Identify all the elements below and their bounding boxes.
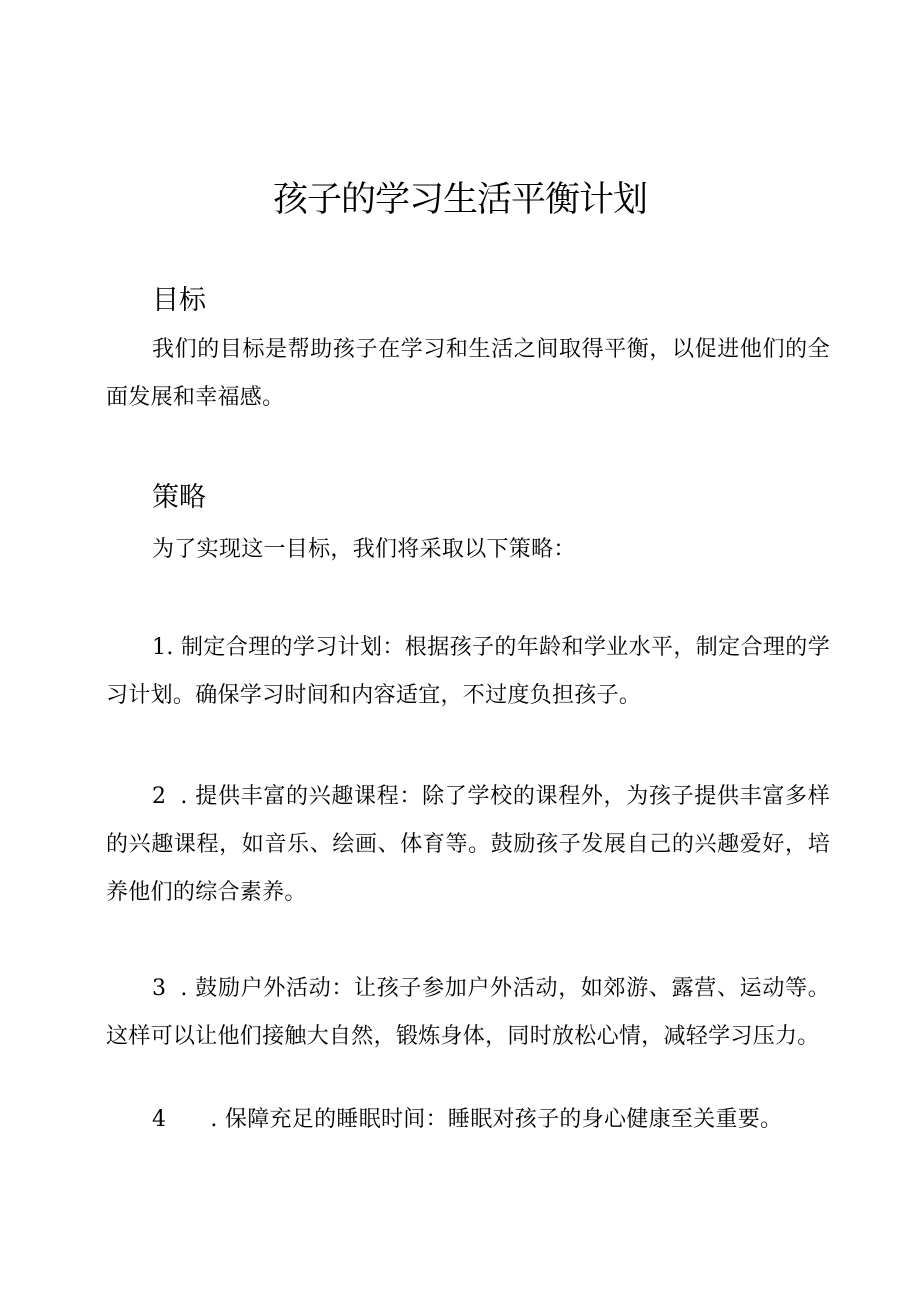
item-number: 1 [152,635,167,660]
item-text: . 制定合理的学习计划：根据孩子的年龄和学业水平，制定合理的学习计划。确保学习时间和内容适宜，不过度负担孩子。 [106,635,830,708]
goal-paragraph: 我们的目标是帮助孩子在学习和生活之间取得平衡，以促进他们的全面发展和幸福感。 [106,337,830,410]
section-heading-strategy: 策略 [152,482,206,513]
item-text: . 鼓励户外活动：让孩子参加户外活动，如郊游、露营、运动等。这样可以让他们接触大自然，锻炼身体，同时放松心情，减轻学习压力。 [106,976,830,1049]
item-number: 2 [152,784,167,809]
section-heading-goal: 目标 [152,285,206,316]
strategy-item-2 [106,773,830,917]
strategy-intro-paragraph: 为了实现这一目标，我们将采取以下策略： [152,537,576,562]
item-text: . 提供丰富的兴趣课程：除了学校的课程外，为孩子提供丰富多样的兴趣课程，如音乐、绘画、体育等。鼓励孩子发展自己的兴趣爱好，培养他们的综合素养。 [106,784,830,905]
strategy-item-3 [106,965,830,1061]
item-text: . 保障充足的睡眠时间：睡眠对孩子的身心健康至关重要。 [210,1107,783,1132]
document-title: 孩子的学习生活平衡计划 [272,180,647,220]
item-number: 4 [152,1107,167,1132]
strategy-item-1 [106,624,830,720]
strategy-item-4 [106,1096,830,1144]
item-number: 3 [152,976,167,1001]
